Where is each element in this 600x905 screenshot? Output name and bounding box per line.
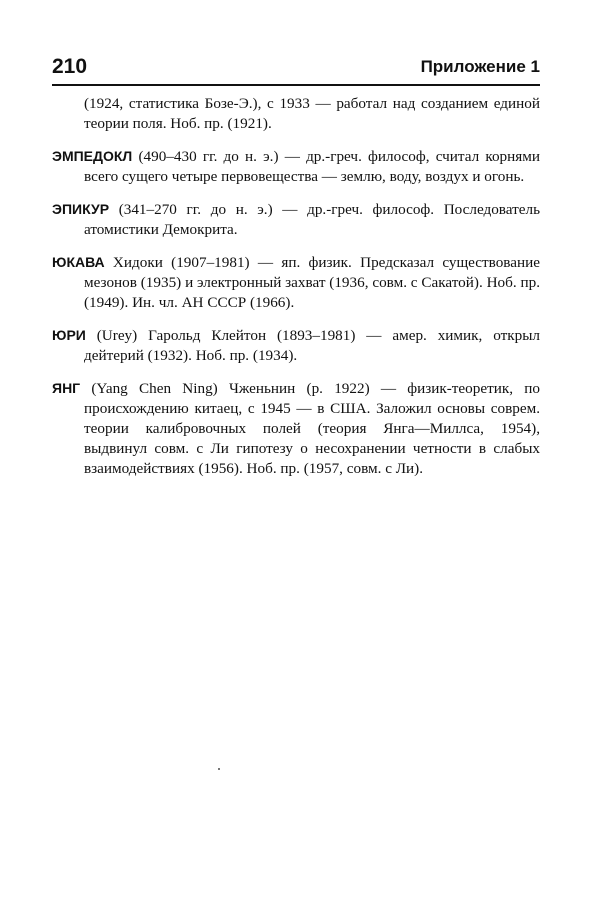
entry-yukawa bbox=[52, 252, 540, 313]
entry-epicurus bbox=[52, 199, 540, 240]
entry-text: (Urey) Гарольд Клейтон (1893–1981) — амер. химик, открыл дейтерий (1932). Ноб. пр. (1934). bbox=[84, 327, 541, 364]
page-header bbox=[52, 55, 540, 83]
entry-name: ЮКАВА bbox=[52, 254, 105, 270]
entry-name: ЭМПЕДОКЛ bbox=[52, 148, 133, 164]
entry-text: (1924, статистика Бозе-Э.), с 1933 — работал над созданием единой теории поля. Ноб. пр. (1921). bbox=[84, 95, 540, 132]
entry-text: (490–430 гг. до н. э.) — др.-греч. философ, считал корнями всего сущего четыре первовещества — землю, воду, воздух и огонь. bbox=[84, 148, 541, 185]
glossary-entries bbox=[52, 94, 540, 491]
entry-yang bbox=[52, 378, 540, 479]
running-title: Приложение 1 bbox=[420, 57, 540, 76]
entry-text: (341–270 гг. до н. э.) — др.-греч. философ. Последователь атомистики Демокрита. bbox=[84, 201, 541, 238]
scan-speck bbox=[218, 768, 220, 770]
header-rule bbox=[52, 84, 540, 86]
entry-name: ЭПИКУР bbox=[52, 201, 110, 217]
page-number: 210 bbox=[52, 55, 88, 78]
entry-name: ЯНГ bbox=[52, 380, 81, 396]
entry-urey bbox=[52, 325, 540, 366]
entry-continuation bbox=[52, 94, 540, 134]
entry-text: Хидоки (1907–1981) — яп. физик. Предсказал существование мезонов (1935) и электронный захват (1936, совм. с Сакатой). Ноб. пр. (1949). Ин. чл. АН СССР (1966). bbox=[84, 254, 541, 311]
entry-name: ЮРИ bbox=[52, 327, 86, 343]
entry-text: (Yang Chen Ning) Чженьнин (р. 1922) — физик-теоретик, по происхождению китаец, с 1945 — в США. Заложил основы соврем. теории калибровочных полей (теория Янга—Миллса, 1954), выдвинул совм. с Ли гипотезу о несохранении четности в слабых взаимодействиях (1956). Ноб. пр. (1957, совм. с Ли). bbox=[84, 380, 540, 477]
entry-empedocles bbox=[52, 146, 540, 187]
